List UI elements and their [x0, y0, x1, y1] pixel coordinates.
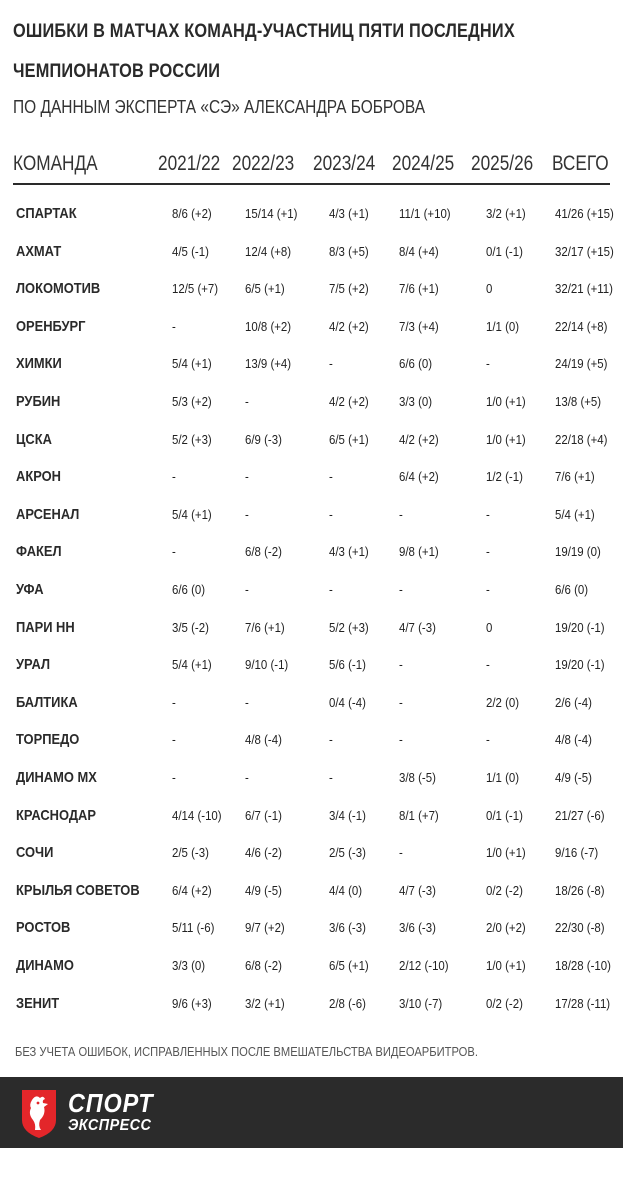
table-row — [0, 280, 623, 317]
team-name: АРСЕНАЛ — [16, 505, 80, 523]
table-row — [0, 468, 623, 505]
season-cell: - — [399, 506, 403, 522]
season-cell: 4/14 (-10) — [172, 807, 222, 823]
column-header-2025-26: 2025/26 — [471, 152, 534, 175]
table-row — [0, 807, 623, 844]
season-cell: 3/3 (0) — [399, 394, 433, 409]
season-cell: 1/0 (+1) — [486, 845, 526, 861]
season-cell: - — [329, 356, 333, 372]
season-cell: 3/3 (0) — [172, 958, 206, 973]
season-cell: - — [245, 394, 249, 409]
season-cell: 0 — [486, 619, 493, 635]
season-cell: 2/5 (-3) — [329, 845, 366, 861]
season-cell: 12/4 (+8) — [245, 243, 292, 259]
season-cell: 3/5 (-2) — [172, 619, 209, 635]
total-cell: 22/18 (+4) — [555, 431, 608, 447]
total-cell: 32/21 (+11) — [555, 281, 613, 297]
table-row — [0, 882, 623, 919]
season-cell: - — [245, 469, 249, 485]
season-cell: 5/4 (+1) — [172, 356, 212, 372]
table-row — [0, 431, 623, 468]
season-cell: 4/8 (-4) — [245, 732, 282, 748]
season-cell: 0/1 (-1) — [486, 807, 523, 823]
column-header-2023-24: 2023/24 — [313, 152, 376, 175]
total-cell: 22/14 (+8) — [555, 318, 608, 334]
season-cell: - — [486, 544, 490, 560]
total-cell: 6/6 (0) — [555, 582, 589, 597]
total-cell: 32/17 (+15) — [555, 243, 614, 259]
total-cell: 4/9 (-5) — [555, 770, 592, 785]
season-cell: 2/5 (-3) — [172, 845, 209, 861]
season-cell: 0/2 (-2) — [486, 882, 523, 898]
total-cell: 5/4 (+1) — [555, 506, 595, 522]
season-cell: - — [245, 506, 249, 522]
season-cell: 13/9 (+4) — [245, 356, 292, 372]
season-cell: 2/8 (-6) — [329, 995, 366, 1011]
season-cell: 1/1 (0) — [486, 770, 520, 785]
season-cell: - — [399, 845, 403, 861]
table-row — [0, 393, 623, 430]
season-cell: 9/7 (+2) — [245, 920, 285, 936]
total-cell: 21/27 (-6) — [555, 807, 605, 823]
total-cell: 19/20 (-1) — [555, 619, 605, 635]
season-cell: 6/5 (+1) — [329, 958, 369, 973]
rooster-shield-icon — [18, 1086, 60, 1140]
season-cell: 7/3 (+4) — [399, 318, 439, 334]
season-cell: 11/1 (+10) — [399, 206, 451, 221]
table-row — [0, 656, 623, 693]
table-row — [0, 957, 623, 994]
team-name: ТОРПЕДО — [16, 731, 80, 749]
season-cell: - — [329, 469, 333, 485]
total-cell: 7/6 (+1) — [555, 469, 595, 485]
season-cell: - — [399, 694, 403, 710]
season-cell: 3/4 (-1) — [329, 807, 366, 823]
season-cell: 6/4 (+2) — [172, 882, 212, 898]
total-cell: 18/28 (-10) — [555, 958, 611, 973]
season-cell: - — [399, 582, 403, 597]
season-cell: 4/3 (+1) — [329, 544, 369, 560]
season-cell: 8/1 (+7) — [399, 807, 439, 823]
season-cell: 3/2 (+1) — [245, 995, 285, 1011]
page-subtitle: ПО ДАННЫМ ЭКСПЕРТА «СЭ» АЛЕКСАНДРА БОБРОВА — [13, 97, 426, 117]
season-cell: 4/5 (-1) — [172, 243, 209, 259]
season-cell: 5/2 (+3) — [172, 431, 212, 447]
season-cell: - — [329, 732, 333, 748]
season-cell: 0 — [486, 281, 493, 297]
season-cell: 3/6 (-3) — [399, 920, 436, 936]
table-row — [0, 243, 623, 280]
footnote: БЕЗ УЧЕТА ОШИБОК, ИСПРАВЛЕННЫХ ПОСЛЕ ВМЕШАТЕЛЬСТВА ВИДЕОАРБИТРОВ. — [15, 1044, 478, 1059]
team-name: ДИНАМО МХ — [16, 769, 97, 786]
team-name: ОРЕНБУРГ — [16, 317, 86, 335]
table-row — [0, 731, 623, 768]
season-cell: - — [329, 582, 333, 597]
season-cell: 6/9 (-3) — [245, 431, 282, 447]
team-name: КРАСНОДАР — [16, 806, 96, 824]
season-cell: 4/7 (-3) — [399, 882, 436, 898]
season-cell: 3/6 (-3) — [329, 920, 366, 936]
season-cell: 7/6 (+1) — [399, 281, 439, 297]
season-cell: - — [245, 582, 249, 597]
season-cell: 4/7 (-3) — [399, 619, 436, 635]
table-row — [0, 995, 623, 1032]
season-cell: 6/8 (-2) — [245, 958, 282, 973]
season-cell: - — [245, 694, 249, 710]
team-name: АКРОН — [16, 468, 61, 486]
total-cell: 9/16 (-7) — [555, 845, 599, 861]
total-cell: 22/30 (-8) — [555, 920, 605, 936]
season-cell: - — [486, 506, 490, 522]
season-cell: - — [486, 732, 490, 748]
season-cell: 4/9 (-5) — [245, 882, 282, 898]
table-row — [0, 506, 623, 543]
season-cell: 5/4 (+1) — [172, 506, 212, 522]
total-cell: 19/19 (0) — [555, 544, 601, 560]
table-row — [0, 318, 623, 355]
season-cell: 7/5 (+2) — [329, 281, 369, 297]
season-cell: 4/6 (-2) — [245, 845, 282, 861]
season-cell: 2/2 (0) — [486, 694, 520, 710]
column-header-total: ВСЕГО — [552, 152, 609, 175]
season-cell: - — [172, 694, 176, 710]
season-cell: - — [329, 770, 333, 785]
season-cell: 1/0 (+1) — [486, 394, 526, 409]
season-cell: 6/5 (+1) — [245, 281, 285, 297]
season-cell: 6/7 (-1) — [245, 807, 282, 823]
season-cell: 1/0 (+1) — [486, 958, 526, 973]
season-cell: - — [329, 506, 333, 522]
team-name: АХМАТ — [16, 242, 62, 260]
team-name: ЗЕНИТ — [16, 994, 60, 1012]
season-cell: 2/12 (-10) — [399, 958, 449, 973]
season-cell: 4/2 (+2) — [329, 394, 369, 409]
season-cell: 4/2 (+2) — [329, 318, 369, 334]
season-cell: 1/2 (-1) — [486, 469, 523, 485]
column-header-2021-22: 2021/22 — [158, 152, 221, 175]
team-name: УФА — [16, 581, 44, 598]
team-name: ЦСКА — [16, 430, 52, 448]
total-cell: 41/26 (+15) — [555, 206, 614, 221]
team-name: ХИМКИ — [16, 355, 62, 373]
season-cell: 12/5 (+7) — [172, 281, 219, 297]
team-name: БАЛТИКА — [16, 693, 78, 711]
table-header — [13, 150, 610, 185]
season-cell: - — [245, 770, 249, 785]
season-cell: 6/5 (+1) — [329, 431, 369, 447]
table-row — [0, 769, 623, 806]
column-header-team: КОМАНДА — [13, 152, 98, 175]
season-cell: 4/4 (0) — [329, 882, 363, 898]
team-name: РУБИН — [16, 393, 61, 410]
table-row — [0, 581, 623, 618]
total-cell: 13/8 (+5) — [555, 394, 602, 409]
table-row — [0, 205, 623, 242]
total-cell: 2/6 (-4) — [555, 694, 592, 710]
team-name: ФАКЕЛ — [16, 543, 62, 561]
season-cell: - — [399, 732, 403, 748]
team-name: ДИНАМО — [16, 957, 74, 974]
season-cell: 1/1 (0) — [486, 318, 520, 334]
table-row — [0, 919, 623, 956]
season-cell: 15/14 (+1) — [245, 206, 298, 221]
season-cell: 9/8 (+1) — [399, 544, 439, 560]
season-cell: 6/6 (0) — [399, 356, 433, 372]
logo-text-express: ЭКСПРЕСС — [68, 1117, 152, 1134]
season-cell: - — [399, 657, 403, 673]
footer-bar — [0, 1077, 623, 1148]
total-cell: 4/8 (-4) — [555, 732, 592, 748]
season-cell: 3/10 (-7) — [399, 995, 443, 1011]
season-cell: - — [172, 318, 176, 334]
season-cell: 5/11 (-6) — [172, 920, 215, 936]
season-cell: 8/3 (+5) — [329, 243, 369, 259]
season-cell: 5/4 (+1) — [172, 657, 212, 673]
team-name: СОЧИ — [16, 844, 54, 862]
team-name: РОСТОВ — [16, 919, 71, 937]
season-cell: - — [486, 657, 490, 673]
season-cell: 6/4 (+2) — [399, 469, 439, 485]
team-name: ПАРИ НН — [16, 618, 75, 636]
table-row — [0, 694, 623, 731]
season-cell: - — [486, 582, 490, 597]
season-cell: 9/6 (+3) — [172, 995, 212, 1011]
season-cell: 6/8 (-2) — [245, 544, 282, 560]
logo-text-sport: СПОРТ — [68, 1088, 154, 1118]
season-cell: - — [172, 770, 176, 785]
season-cell: 0/1 (-1) — [486, 243, 523, 259]
season-cell: - — [172, 732, 176, 748]
total-cell: 17/28 (-11) — [555, 995, 611, 1011]
team-name: УРАЛ — [16, 656, 51, 674]
season-cell: 8/6 (+2) — [172, 206, 212, 221]
total-cell: 24/19 (+5) — [555, 356, 608, 372]
season-cell: 2/0 (+2) — [486, 920, 526, 936]
season-cell: 4/3 (+1) — [329, 206, 369, 221]
season-cell: 4/2 (+2) — [399, 431, 439, 447]
team-name: СПАРТАК — [16, 205, 77, 222]
column-header-2022-23: 2022/23 — [232, 152, 295, 175]
season-cell: 8/4 (+4) — [399, 243, 439, 259]
season-cell: - — [172, 469, 176, 485]
column-header-2024-25: 2024/25 — [392, 152, 455, 175]
season-cell: 6/6 (0) — [172, 582, 206, 597]
table-row — [0, 844, 623, 881]
table-row — [0, 619, 623, 656]
table-row — [0, 355, 623, 392]
season-cell: 0/4 (-4) — [329, 694, 366, 710]
season-cell: 9/10 (-1) — [245, 657, 289, 673]
season-cell: 0/2 (-2) — [486, 995, 523, 1011]
team-name: КРЫЛЬЯ СОВЕТОВ — [16, 881, 140, 899]
season-cell: - — [486, 356, 490, 372]
season-cell: 3/2 (+1) — [486, 206, 526, 221]
team-name: ЛОКОМОТИВ — [16, 280, 101, 298]
season-cell: 5/3 (+2) — [172, 394, 212, 409]
table-row — [0, 543, 623, 580]
page-title: ОШИБКИ В МАТЧАХ КОМАНД-УЧАСТНИЦ ПЯТИ ПОСЛЕДНИХ ЧЕМПИОНАТОВ РОССИИ — [13, 21, 515, 82]
total-cell: 19/20 (-1) — [555, 657, 605, 673]
season-cell: 7/6 (+1) — [245, 619, 285, 635]
total-cell: 18/26 (-8) — [555, 882, 605, 898]
season-cell: 10/8 (+2) — [245, 318, 292, 334]
season-cell: 5/2 (+3) — [329, 619, 369, 635]
season-cell: - — [172, 544, 176, 560]
season-cell: 1/0 (+1) — [486, 431, 526, 447]
season-cell: 5/6 (-1) — [329, 657, 366, 673]
season-cell: 3/8 (-5) — [399, 770, 436, 785]
